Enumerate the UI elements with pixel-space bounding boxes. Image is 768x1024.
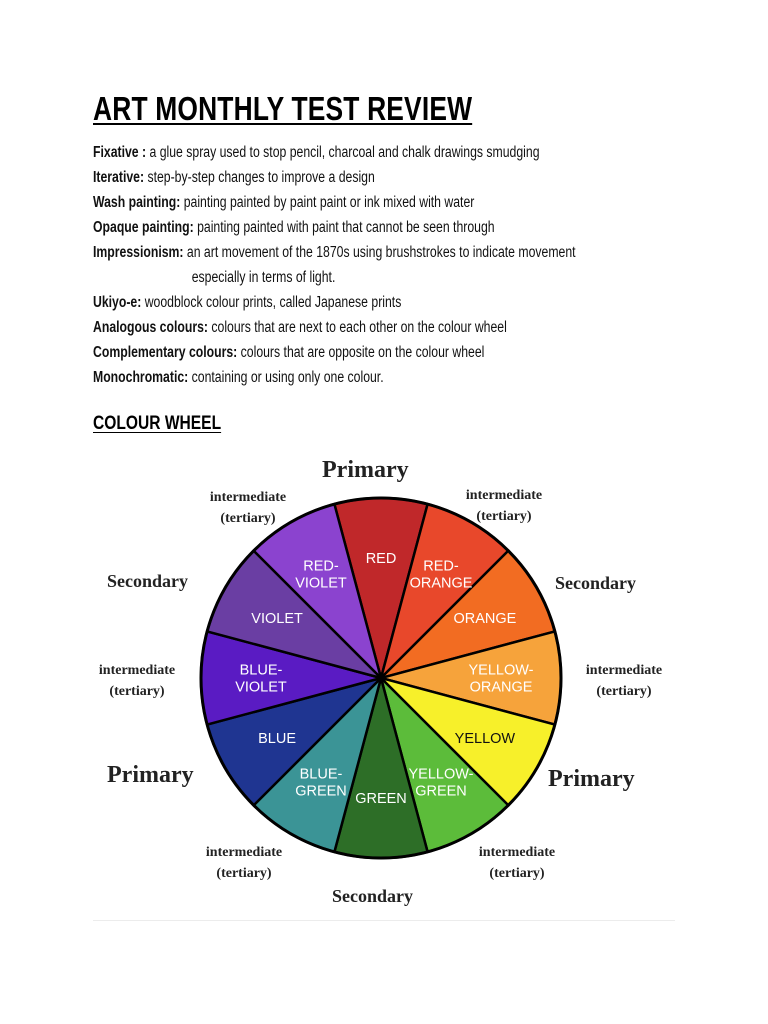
definition-item (93, 165, 768, 190)
colour-segment-label: BLUE (258, 731, 297, 747)
definition-text: an art movement of the 1870s using brushstrokes to indicate movement (183, 244, 576, 261)
label-tertiary-bottom-left: (tertiary) (216, 866, 272, 881)
label-primary-left: Primary (107, 762, 194, 788)
definition-text: containing or using only one colour. (188, 369, 384, 386)
label-intermediate-left: intermediate (98, 663, 176, 678)
label-tertiary-right: (tertiary) (596, 684, 652, 699)
label-tertiary-bottom-right: (tertiary) (489, 866, 545, 881)
definition-item (93, 365, 768, 390)
colour-wheel-heading: COLOUR WHEEL (93, 413, 222, 434)
label-intermediate-bottom-left: intermediate (205, 845, 283, 860)
label-secondary-left: Secondary (107, 571, 188, 591)
colour-wheel-diagram (93, 440, 675, 920)
definition-item (93, 140, 768, 165)
label-tertiary-top-left: (tertiary) (220, 511, 276, 526)
colour-segment-label: ORANGE (453, 611, 517, 627)
definition-item (93, 290, 768, 315)
colour-segment-label: YELLOW (454, 731, 516, 747)
definition-continuation: especially in terms of light. (191, 269, 336, 286)
colour-segment-label: BLUE-VIOLET (235, 662, 287, 696)
definition-text: step-by-step changes to improve a design (144, 169, 375, 186)
definition-term: Complementary colours: (93, 344, 238, 361)
definition-term: Fixative : (93, 144, 147, 161)
label-intermediate-top-left: intermediate (209, 490, 287, 505)
definition-term: Opaque painting: (93, 219, 194, 236)
label-tertiary-top-right: (tertiary) (476, 509, 532, 524)
definition-text: painting painted with paint that cannot be seen through (193, 219, 495, 236)
colour-segment-label: GREEN (355, 791, 407, 807)
definition-term: Iterative: (93, 169, 145, 186)
colour-wheel-figure (93, 440, 675, 921)
label-intermediate-right: intermediate (585, 663, 663, 678)
definitions-list (93, 140, 768, 390)
definition-term: Monochromatic: (93, 369, 189, 386)
definition-term: Ukiyo-e: (93, 294, 142, 311)
colour-segment-label: RED-VIOLET (295, 558, 347, 592)
label-intermediate-bottom-right: intermediate (478, 845, 556, 860)
definition-item (93, 340, 768, 365)
label-intermediate-top-right: intermediate (465, 488, 543, 503)
definition-term: Wash painting: (93, 194, 181, 211)
label-primary-right: Primary (548, 766, 635, 792)
colour-segment-label: BLUE-GREEN (295, 766, 347, 800)
colour-segment-label: VIOLET (251, 611, 303, 627)
definition-term: Analogous colours: (93, 319, 208, 336)
label-secondary-bottom: Secondary (332, 886, 413, 906)
label-secondary-right: Secondary (555, 573, 636, 593)
definition-item (93, 215, 768, 240)
definition-item (93, 190, 768, 215)
colour-segment-label: RED (365, 551, 397, 567)
definition-text: colours that are opposite on the colour wheel (237, 344, 485, 361)
definition-text: a glue spray used to stop pencil, charcoal and chalk drawings smudging (146, 144, 540, 161)
colour-segment-label: YELLOW-ORANGE (468, 662, 534, 696)
colour-segment-label: RED-ORANGE (409, 558, 473, 592)
definition-text: woodblock colour prints, called Japanese prints (141, 294, 402, 311)
definition-term: Impressionism: (93, 244, 184, 261)
label-primary-top: Primary (322, 457, 409, 483)
label-tertiary-left: (tertiary) (109, 684, 165, 699)
definition-item (93, 240, 768, 290)
definition-item (93, 315, 768, 340)
definition-text: painting painted by paint paint or ink mixed with water (180, 194, 475, 211)
page-title: ART MONTHLY TEST REVIEW (93, 90, 473, 127)
definition-text: colours that are next to each other on the colour wheel (207, 319, 507, 336)
colour-segment-label: YELLOW-GREEN (408, 766, 474, 800)
